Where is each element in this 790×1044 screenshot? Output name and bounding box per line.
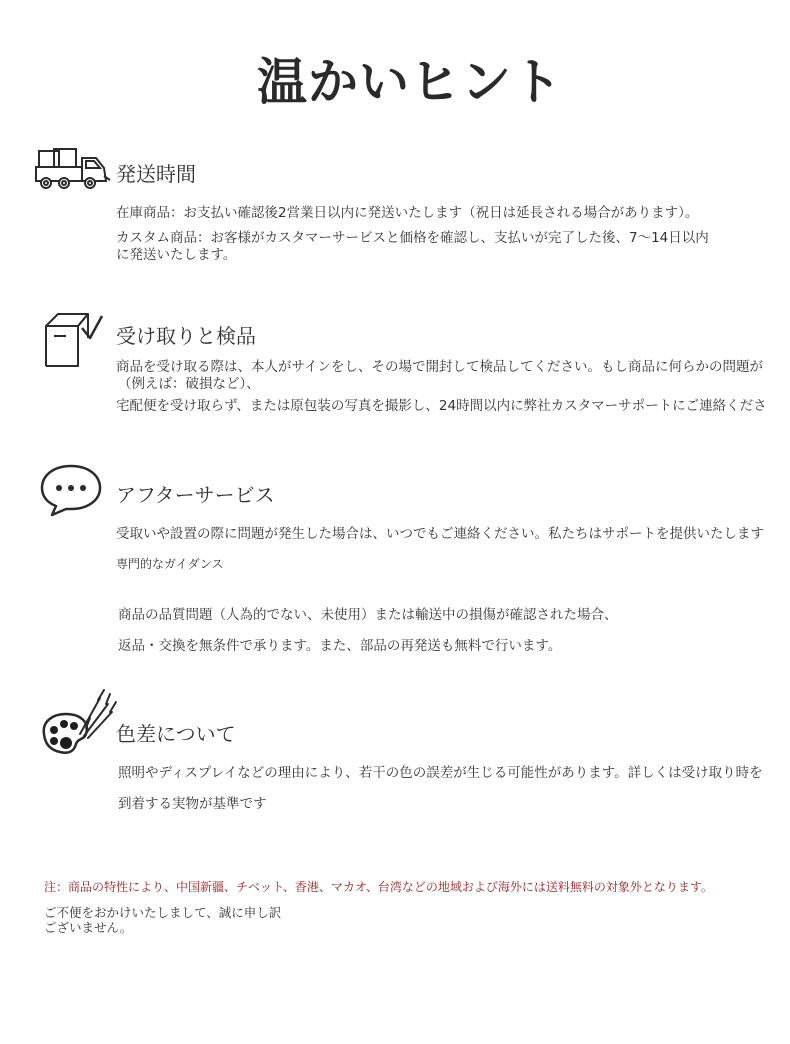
- shipping-line-1: 在庫商品：お支払い確認後2営業日以内に発送いたします（祝日は延長される場合があります）。: [116, 205, 699, 221]
- after-service-line-1: 受取いや設置の際に問題が発生した場合は、いつでもご連絡ください。私たちはサポートを提供いたします: [116, 526, 764, 542]
- truck-icon: [34, 146, 114, 192]
- color-line-2: 到着する実物が基準です: [118, 796, 267, 812]
- after-service-line-3: 商品の品質問題（人為的でない、未使用）または輸送中の損傷が確認された場合、: [118, 607, 618, 623]
- receiving-line-3: 宅配便を受け取らず、または原包装の写真を撮影し、24時間以内に弊社カスタマーサポートにご連絡くださ: [116, 398, 767, 414]
- chat-bubble-icon: [38, 462, 104, 518]
- after-service-line-4: 返品・交換を無条件で承ります。また、部品の再発送も無料で行います。: [118, 638, 562, 654]
- apology-text: ご不便をおかけいたしまして、誠に申し訳ございません。: [44, 905, 282, 935]
- shipping-line-3: に発送いたします。: [116, 247, 237, 263]
- shipping-line-2: カスタム商品：お客様がカスタマーサービスと価格を確認し、支払いが完了した後、7〜14日以内: [116, 230, 709, 246]
- section-heading-after-service: アフターサービス: [116, 483, 275, 507]
- box-check-icon: [40, 308, 106, 374]
- receiving-line-2: （例えば：破損など）、: [118, 376, 260, 392]
- shipping-exclusion-note: 注：商品の特性により、中国新疆、チベット、香港、マカオ、台湾などの地域および海外には送料無料の対象外となります。: [44, 880, 713, 894]
- section-heading-color: 色差について: [116, 722, 236, 746]
- receiving-line-1: 商品を受け取る際は、本人がサインをし、その場で開封して検品してください。もし商品に何らかの問題が: [116, 359, 764, 375]
- after-service-line-2: 専門的なガイダンス: [116, 557, 224, 571]
- section-heading-shipping: 発送時間: [116, 162, 196, 186]
- color-line-1: 照明やディスプレイなどの理由により、若干の色の誤差が生じる可能性があります。詳しくは受け取り時を: [118, 765, 763, 781]
- page-title: 温かいヒント: [257, 53, 563, 111]
- section-heading-receiving: 受け取りと検品: [116, 324, 256, 348]
- paint-palette-icon: [38, 688, 118, 760]
